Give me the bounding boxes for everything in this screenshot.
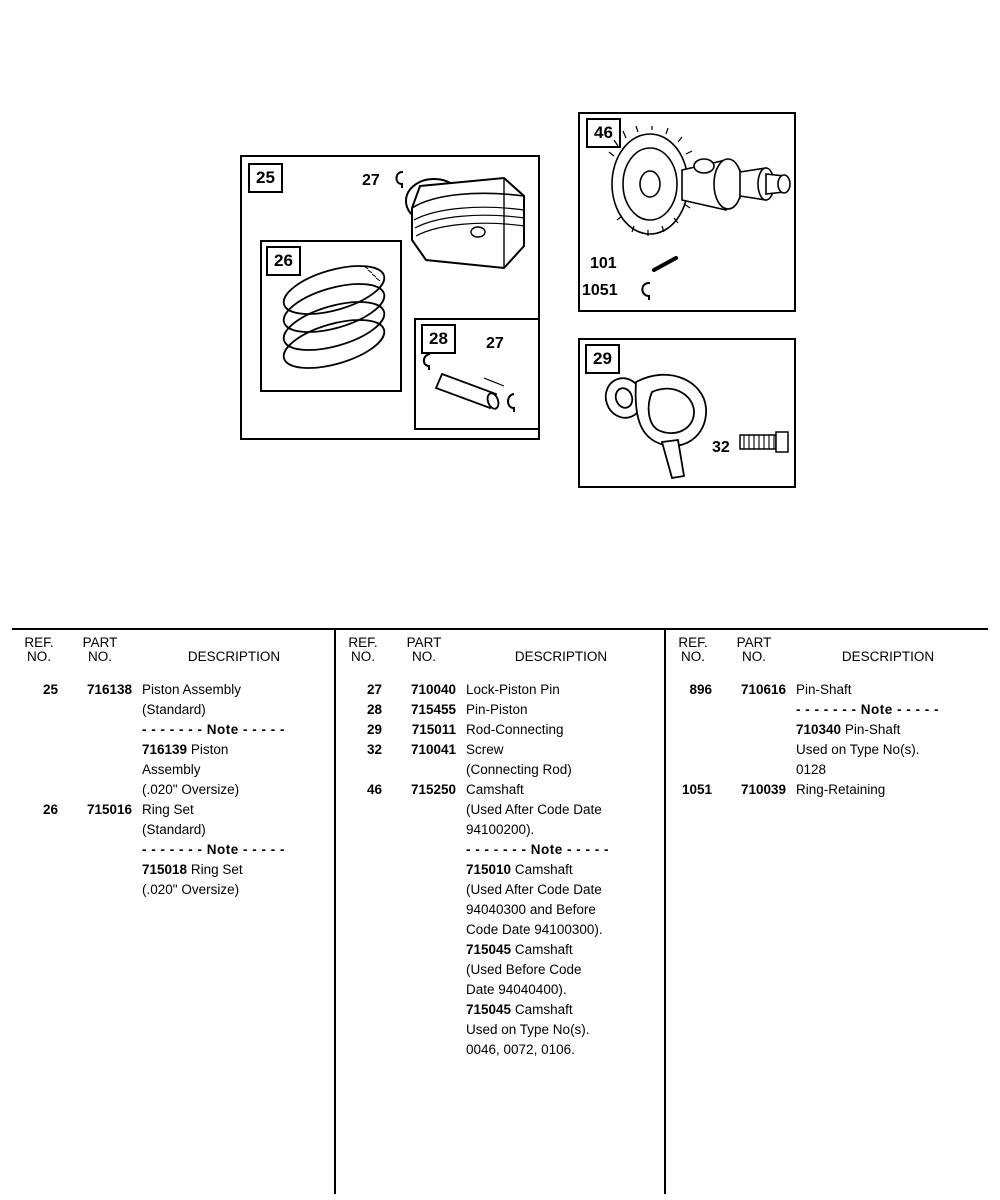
table-row bbox=[12, 740, 334, 760]
row-alt-desc: Piston bbox=[190, 742, 229, 757]
row-ref: 29 bbox=[366, 722, 382, 737]
row-desc: Pin-Shaft bbox=[796, 682, 852, 697]
row-ref bbox=[336, 1000, 390, 1020]
row-ref: 25 bbox=[42, 682, 58, 697]
table-row bbox=[666, 740, 988, 760]
table-row bbox=[336, 700, 664, 720]
row-ref bbox=[336, 940, 390, 960]
column-header-2 bbox=[336, 636, 664, 666]
header-description: DESCRIPTION bbox=[841, 649, 935, 664]
connecting-rod-drawing bbox=[600, 356, 740, 484]
row-ref bbox=[666, 700, 720, 720]
row-part bbox=[66, 780, 140, 800]
table-row-note bbox=[666, 700, 988, 720]
table-row bbox=[336, 760, 664, 780]
table-row bbox=[336, 720, 664, 740]
row-part: 710616 bbox=[740, 682, 786, 697]
row-alt-part: 715045 bbox=[466, 1002, 512, 1017]
row-desc: (Standard) bbox=[142, 702, 206, 717]
parts-column-2 bbox=[334, 630, 664, 1194]
piston-drawing bbox=[392, 168, 552, 283]
row-part: 715455 bbox=[410, 702, 456, 717]
row-ref bbox=[336, 980, 390, 1000]
table-row-note bbox=[12, 840, 334, 860]
table-row bbox=[336, 780, 664, 800]
row-part bbox=[390, 800, 464, 820]
header-part-line1: PART bbox=[406, 635, 442, 650]
row-ref: 32 bbox=[366, 742, 382, 757]
row-ref bbox=[12, 740, 66, 760]
row-ref: 26 bbox=[42, 802, 58, 817]
row-desc: (Used After Code Date bbox=[466, 802, 602, 817]
table-row bbox=[336, 860, 664, 880]
row-ref bbox=[666, 760, 720, 780]
row-desc: (.020" Oversize) bbox=[142, 882, 240, 897]
pin-shaft-icon bbox=[650, 254, 684, 276]
row-part bbox=[66, 700, 140, 720]
row-desc: Ring Set bbox=[142, 802, 194, 817]
row-part bbox=[66, 720, 140, 740]
row-desc: Ring-Retaining bbox=[796, 782, 886, 797]
row-desc: 0128 bbox=[796, 762, 827, 777]
row-part bbox=[390, 840, 464, 860]
row-desc: (Used Before Code bbox=[466, 962, 582, 977]
row-part bbox=[66, 820, 140, 840]
ref-label-101: 101 bbox=[590, 255, 617, 272]
table-row bbox=[336, 680, 664, 700]
row-note: - - - - - - - Note - - - - - bbox=[466, 842, 609, 857]
row-alt-desc: Camshaft bbox=[514, 862, 573, 877]
row-alt-desc: Camshaft bbox=[514, 1002, 573, 1017]
row-ref bbox=[336, 920, 390, 940]
row-ref bbox=[666, 720, 720, 740]
row-desc bbox=[464, 860, 664, 880]
row-part bbox=[66, 760, 140, 780]
row-part bbox=[390, 1020, 464, 1040]
row-ref bbox=[336, 760, 390, 780]
table-row bbox=[336, 900, 664, 920]
header-part-line1: PART bbox=[736, 635, 772, 650]
row-alt-part: 710340 bbox=[796, 722, 842, 737]
row-part bbox=[390, 940, 464, 960]
row-part bbox=[66, 880, 140, 900]
row-part bbox=[66, 860, 140, 880]
row-part bbox=[720, 700, 794, 720]
row-ref bbox=[336, 960, 390, 980]
row-part bbox=[66, 740, 140, 760]
table-row bbox=[12, 800, 334, 820]
row-desc: Code Date 94100300). bbox=[466, 922, 603, 937]
row-ref: 1051 bbox=[681, 782, 712, 797]
ref-label-27-pin: 27 bbox=[486, 335, 504, 352]
table-row bbox=[336, 820, 664, 840]
row-ref: 27 bbox=[366, 682, 382, 697]
row-desc: Pin-Piston bbox=[466, 702, 528, 717]
row-desc bbox=[140, 740, 334, 760]
row-ref bbox=[12, 720, 66, 740]
row-ref bbox=[336, 1020, 390, 1040]
column-header-1 bbox=[12, 636, 334, 666]
table-row bbox=[336, 1040, 664, 1060]
row-part: 715016 bbox=[86, 802, 132, 817]
table-row bbox=[666, 680, 988, 700]
table-row bbox=[666, 720, 988, 740]
row-desc: Piston Assembly bbox=[142, 682, 242, 697]
table-row bbox=[336, 880, 664, 900]
row-alt-desc: Ring Set bbox=[190, 862, 243, 877]
row-desc: Used on Type No(s). bbox=[466, 1022, 590, 1037]
row-part bbox=[390, 820, 464, 840]
table-row bbox=[666, 760, 988, 780]
parts-column-3 bbox=[664, 630, 988, 1194]
row-ref bbox=[12, 760, 66, 780]
row-part bbox=[390, 1000, 464, 1020]
row-alt-desc: Camshaft bbox=[514, 942, 573, 957]
ref-label-32: 32 bbox=[712, 439, 730, 456]
ref-label-1051: 1051 bbox=[582, 282, 618, 299]
row-part bbox=[390, 960, 464, 980]
table-row bbox=[336, 940, 664, 960]
row-part bbox=[720, 740, 794, 760]
table-row bbox=[336, 1020, 664, 1040]
row-desc: Rod-Connecting bbox=[466, 722, 564, 737]
row-ref bbox=[336, 840, 390, 860]
camshaft-drawing bbox=[608, 126, 794, 256]
row-ref bbox=[12, 700, 66, 720]
row-note: - - - - - - - Note - - - - - bbox=[796, 702, 939, 717]
row-ref bbox=[336, 1040, 390, 1060]
row-desc: (Used After Code Date bbox=[466, 882, 602, 897]
header-ref-line2: NO. bbox=[680, 649, 705, 664]
connecting-rod-screw-icon bbox=[736, 428, 794, 456]
ref-label-27-top: 27 bbox=[362, 172, 380, 189]
row-part: 715011 bbox=[411, 722, 456, 737]
row-note: - - - - - - - Note - - - - - bbox=[142, 842, 285, 857]
header-description: DESCRIPTION bbox=[187, 649, 281, 664]
row-desc: (Standard) bbox=[142, 822, 206, 837]
row-ref bbox=[336, 880, 390, 900]
parts-column-1 bbox=[12, 630, 334, 1194]
row-ref bbox=[12, 840, 66, 860]
table-row bbox=[336, 800, 664, 820]
header-part-line2: NO. bbox=[741, 649, 766, 664]
row-part: 710040 bbox=[410, 682, 456, 697]
row-ref bbox=[12, 820, 66, 840]
row-ref bbox=[336, 820, 390, 840]
row-part bbox=[720, 760, 794, 780]
table-row bbox=[336, 740, 664, 760]
header-ref-line1: REF. bbox=[348, 635, 378, 650]
row-ref bbox=[12, 880, 66, 900]
column-header-3 bbox=[666, 636, 988, 666]
retaining-clip-icon bbox=[390, 168, 410, 190]
table-row bbox=[336, 960, 664, 980]
row-ref bbox=[336, 800, 390, 820]
table-row-note bbox=[336, 840, 664, 860]
row-part bbox=[390, 880, 464, 900]
header-ref-line2: NO. bbox=[350, 649, 375, 664]
header-part-line2: NO. bbox=[411, 649, 436, 664]
row-note: - - - - - - - Note - - - - - bbox=[142, 722, 285, 737]
row-ref bbox=[666, 740, 720, 760]
row-desc: Used on Type No(s). bbox=[796, 742, 920, 757]
row-part: 716138 bbox=[86, 682, 132, 697]
row-part bbox=[390, 920, 464, 940]
table-row bbox=[336, 920, 664, 940]
row-alt-desc: Pin-Shaft bbox=[844, 722, 901, 737]
table-row bbox=[12, 700, 334, 720]
row-alt-part: 715010 bbox=[466, 862, 512, 877]
row-part: 715250 bbox=[410, 782, 456, 797]
row-desc: Assembly bbox=[142, 762, 201, 777]
row-desc: Lock-Piston Pin bbox=[466, 682, 560, 697]
row-alt-part: 715018 bbox=[142, 862, 188, 877]
header-ref-line2: NO. bbox=[26, 649, 51, 664]
row-ref: 28 bbox=[366, 702, 382, 717]
row-ref bbox=[12, 860, 66, 880]
parts-list-table bbox=[12, 628, 988, 1194]
row-ref bbox=[12, 780, 66, 800]
row-desc bbox=[464, 940, 664, 960]
table-row bbox=[666, 780, 988, 800]
row-ref bbox=[336, 860, 390, 880]
row-desc: 0046, 0072, 0106. bbox=[466, 1042, 575, 1057]
row-ref: 896 bbox=[689, 682, 712, 697]
piston-ring-set-drawing bbox=[272, 256, 397, 384]
row-part: 710041 bbox=[410, 742, 456, 757]
ref-tag-28: 28 bbox=[421, 324, 456, 354]
row-desc: (Connecting Rod) bbox=[466, 762, 572, 777]
table-row bbox=[12, 820, 334, 840]
row-desc: 94040300 and Before bbox=[466, 902, 596, 917]
table-row bbox=[12, 680, 334, 700]
row-ref: 46 bbox=[366, 782, 382, 797]
row-desc bbox=[464, 1000, 664, 1020]
row-desc: Camshaft bbox=[466, 782, 524, 797]
row-part bbox=[390, 1040, 464, 1060]
row-ref bbox=[336, 900, 390, 920]
row-desc: Date 94040400). bbox=[466, 982, 567, 997]
row-alt-part: 716139 bbox=[142, 742, 188, 757]
ref-tag-46: 46 bbox=[586, 118, 621, 148]
header-ref-line1: REF. bbox=[24, 635, 54, 650]
table-row bbox=[12, 880, 334, 900]
row-part bbox=[66, 840, 140, 860]
row-part bbox=[390, 760, 464, 780]
table-row bbox=[336, 980, 664, 1000]
row-desc bbox=[140, 860, 334, 880]
row-part bbox=[390, 980, 464, 1000]
row-part bbox=[390, 860, 464, 880]
header-description: DESCRIPTION bbox=[514, 649, 608, 664]
ref-tag-26: 26 bbox=[266, 246, 301, 276]
row-part bbox=[720, 720, 794, 740]
row-desc: Screw bbox=[466, 742, 504, 757]
ref-tag-25: 25 bbox=[248, 163, 283, 193]
table-row bbox=[336, 1000, 664, 1020]
table-row-note bbox=[12, 720, 334, 740]
row-desc: 94100200). bbox=[466, 822, 535, 837]
row-desc: (.020" Oversize) bbox=[142, 782, 240, 797]
ref-tag-29: 29 bbox=[585, 344, 620, 374]
row-part: 710039 bbox=[740, 782, 786, 797]
header-part-line1: PART bbox=[82, 635, 118, 650]
retaining-ring-icon bbox=[636, 278, 658, 302]
piston-pin-drawing bbox=[420, 350, 534, 426]
row-alt-part: 715045 bbox=[466, 942, 512, 957]
table-row bbox=[12, 860, 334, 880]
table-row bbox=[12, 760, 334, 780]
row-desc bbox=[794, 720, 988, 740]
table-row bbox=[12, 780, 334, 800]
row-part bbox=[390, 900, 464, 920]
header-ref-line1: REF. bbox=[678, 635, 708, 650]
header-part-line2: NO. bbox=[87, 649, 112, 664]
